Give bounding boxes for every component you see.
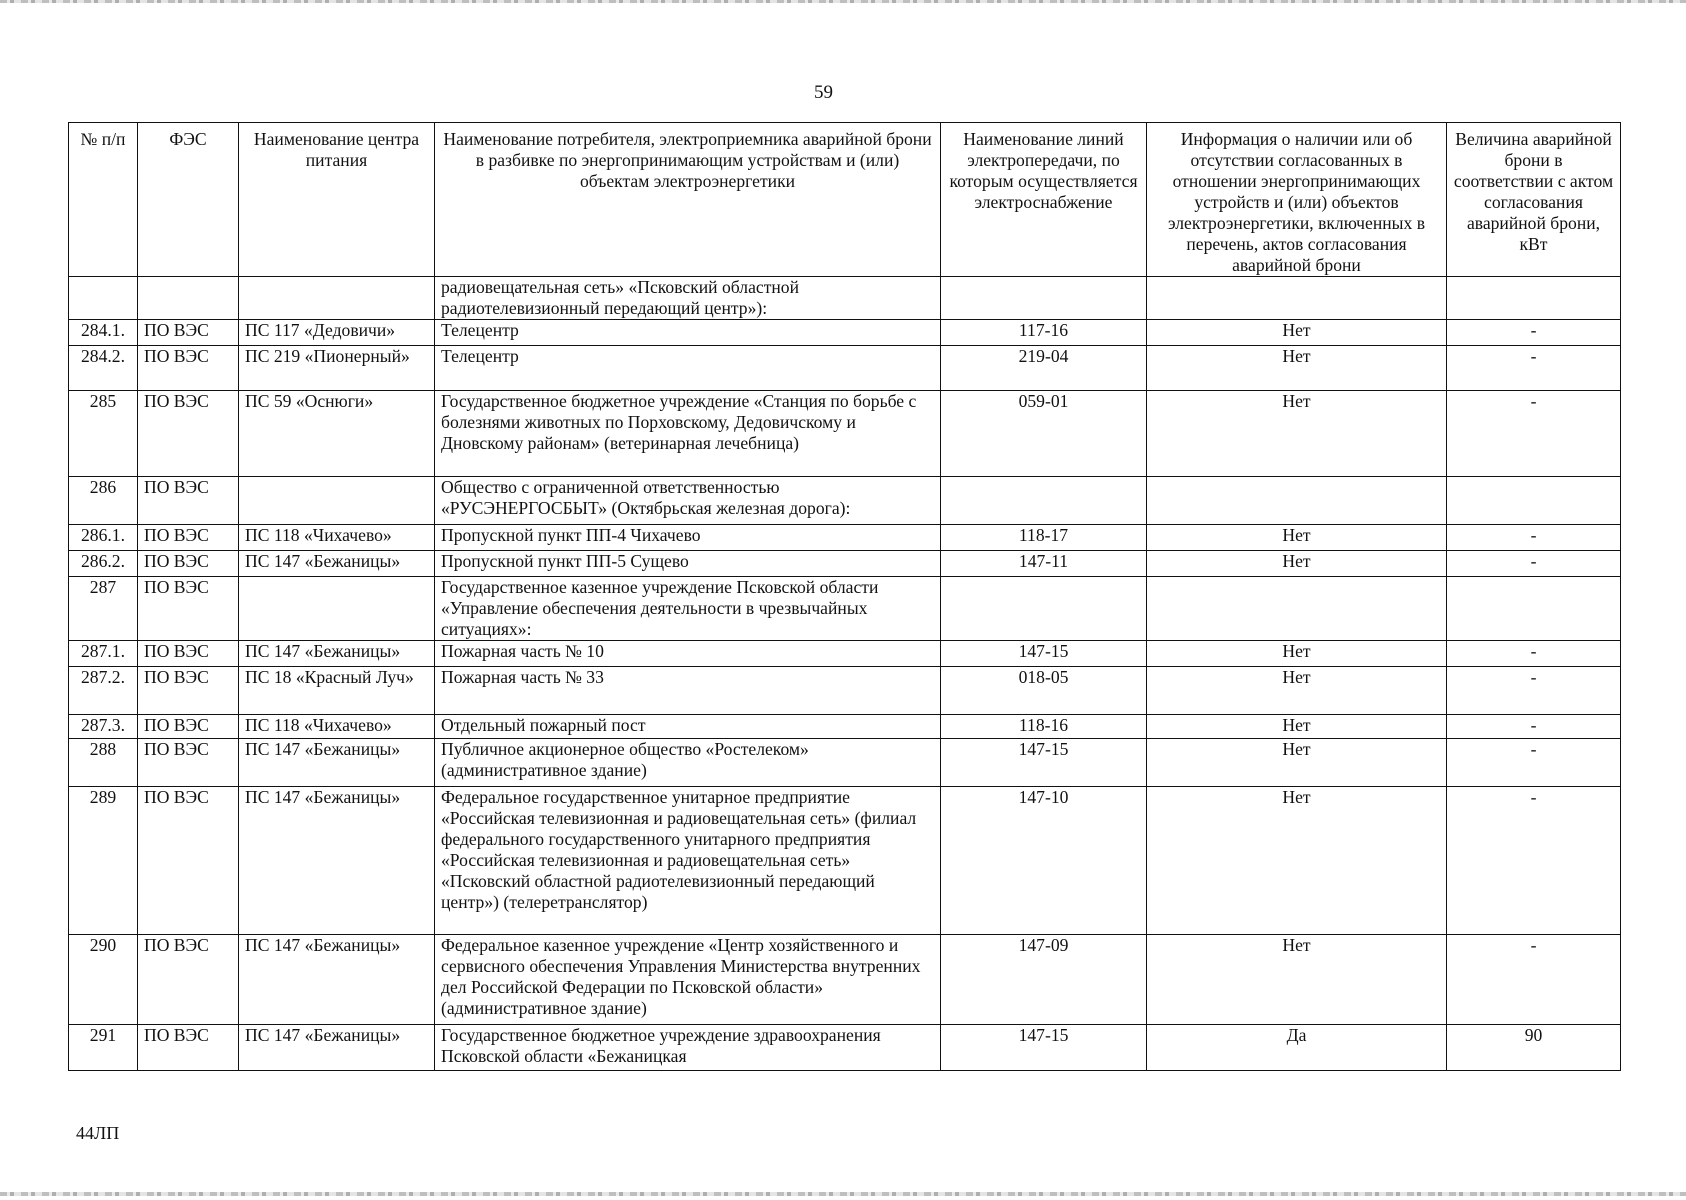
table-row: [69, 715, 1621, 739]
cell-consumer: Пожарная часть № 33: [435, 667, 941, 715]
table-row: [69, 477, 1621, 525]
cell-agreement: Нет: [1147, 715, 1447, 739]
cell-power-center: ПС 147 «Бежаницы»: [239, 1025, 435, 1071]
cell-consumer: Пропускной пункт ПП-4 Чихачево: [435, 525, 941, 551]
cell-fes: ПО ВЭС: [138, 525, 239, 551]
cell-number: 291: [69, 1025, 138, 1071]
cell-consumer: Пожарная часть № 10: [435, 641, 941, 667]
page-number: 59: [814, 82, 833, 103]
cell-number: 286: [69, 477, 138, 525]
cell-consumer: Федеральное государственное унитарное предприятие «Российская телевизионная и радиовещательная сеть» (филиал федерального государственного унитарного предприятия «Российская телевизионная и радиовещательная сеть» «Псковский областной радиотелевизионный передающий центр») (телеретранслятор): [435, 787, 941, 935]
cell-reserve-value: -: [1447, 667, 1621, 715]
cell-power-line: 117-16: [941, 320, 1147, 346]
cell-fes: ПО ВЭС: [138, 641, 239, 667]
cell-power-line: 147-10: [941, 787, 1147, 935]
cell-reserve-value: -: [1447, 739, 1621, 787]
cell-power-line: 118-16: [941, 715, 1147, 739]
cell-consumer: Государственное бюджетное учреждение здравоохранения Псковской области «Бежаницкая: [435, 1025, 941, 1071]
cell-reserve-value: [1447, 577, 1621, 641]
cell-number: 287.1.: [69, 641, 138, 667]
cell-fes: ПО ВЭС: [138, 935, 239, 1025]
cell-power-center: ПС 147 «Бежаницы»: [239, 739, 435, 787]
cell-consumer: Пропускной пункт ПП-5 Сущево: [435, 551, 941, 577]
table-row: [69, 935, 1621, 1025]
cell-fes: ПО ВЭС: [138, 715, 239, 739]
cell-power-line: 219-04: [941, 346, 1147, 391]
cell-power-center: [239, 277, 435, 320]
cell-agreement: [1147, 577, 1447, 641]
cell-number: 286.2.: [69, 551, 138, 577]
cell-fes: ПО ВЭС: [138, 551, 239, 577]
cell-consumer: Публичное акционерное общество «Ростелеком» (административное здание): [435, 739, 941, 787]
cell-power-center: ПС 18 «Красный Луч»: [239, 667, 435, 715]
cell-reserve-value: -: [1447, 935, 1621, 1025]
table-header-row: [69, 123, 1621, 277]
cell-power-center: ПС 147 «Бежаницы»: [239, 641, 435, 667]
cell-agreement: Нет: [1147, 551, 1447, 577]
cell-reserve-value: [1447, 477, 1621, 525]
cell-consumer: Телецентр: [435, 320, 941, 346]
cell-reserve-value: -: [1447, 787, 1621, 935]
cell-consumer: радиовещательная сеть» «Псковский областной радиотелевизионный передающий центр»):: [435, 277, 941, 320]
cell-consumer: Отдельный пожарный пост: [435, 715, 941, 739]
cell-consumer: Общество с ограниченной ответственностью «РУСЭНЕРГОСБЫТ» (Октябрьская железная дорога):: [435, 477, 941, 525]
cell-consumer: Государственное казенное учреждение Псковской области «Управление обеспечения деятельности в чрезвычайных ситуациях»:: [435, 577, 941, 641]
cell-power-line: 147-11: [941, 551, 1147, 577]
cell-number: 287.2.: [69, 667, 138, 715]
cell-power-center: ПС 147 «Бежаницы»: [239, 935, 435, 1025]
cell-agreement: Нет: [1147, 391, 1447, 477]
cell-power-line: 018-05: [941, 667, 1147, 715]
cell-reserve-value: [1447, 277, 1621, 320]
cell-number: 285: [69, 391, 138, 477]
cell-number: 289: [69, 787, 138, 935]
cell-power-center: ПС 117 «Дедовичи»: [239, 320, 435, 346]
header-reserve-value: Величина аварийной брони в соответствии с актом согласования аварийной брони, кВт: [1447, 123, 1621, 277]
cell-reserve-value: -: [1447, 391, 1621, 477]
table-row: [69, 346, 1621, 391]
cell-power-line: 118-17: [941, 525, 1147, 551]
scan-edge-top: [0, 0, 1686, 3]
cell-agreement: Нет: [1147, 320, 1447, 346]
cell-agreement: [1147, 477, 1447, 525]
table-row: [69, 577, 1621, 641]
cell-agreement: Нет: [1147, 739, 1447, 787]
cell-number: 287.3.: [69, 715, 138, 739]
table-row: [69, 551, 1621, 577]
cell-power-line: [941, 477, 1147, 525]
cell-fes: ПО ВЭС: [138, 577, 239, 641]
table-row: [69, 667, 1621, 715]
cell-fes: ПО ВЭС: [138, 346, 239, 391]
cell-power-line: [941, 277, 1147, 320]
table-body: [69, 277, 1621, 1071]
cell-reserve-value: -: [1447, 641, 1621, 667]
cell-agreement: Нет: [1147, 346, 1447, 391]
table-row: [69, 525, 1621, 551]
table-row: [69, 277, 1621, 320]
emergency-reserve-table: [68, 122, 1621, 1071]
cell-power-line: 147-09: [941, 935, 1147, 1025]
cell-power-line: 147-15: [941, 641, 1147, 667]
cell-reserve-value: -: [1447, 320, 1621, 346]
cell-fes: ПО ВЭС: [138, 477, 239, 525]
cell-power-center: ПС 219 «Пионерный»: [239, 346, 435, 391]
cell-number: 290: [69, 935, 138, 1025]
cell-reserve-value: -: [1447, 346, 1621, 391]
cell-number: 287: [69, 577, 138, 641]
cell-reserve-value: 90: [1447, 1025, 1621, 1071]
header-agreement-info: Информация о наличии или об отсутствии согласованных в отношении энергопринимающих устройств и (или) объектов электроэнергетики, включенных в перечень, актов согласования аварийной брони: [1147, 123, 1447, 277]
cell-power-line: 059-01: [941, 391, 1147, 477]
scan-edge-bottom: [0, 1192, 1686, 1196]
cell-reserve-value: -: [1447, 715, 1621, 739]
cell-power-center: [239, 477, 435, 525]
header-power-lines: Наименование линий электропередачи, по которым осуществляется электроснабжение: [941, 123, 1147, 277]
cell-number: [69, 277, 138, 320]
cell-power-center: ПС 118 «Чихачево»: [239, 525, 435, 551]
cell-power-center: ПС 147 «Бежаницы»: [239, 551, 435, 577]
cell-agreement: Нет: [1147, 667, 1447, 715]
cell-fes: ПО ВЭС: [138, 391, 239, 477]
table-row: [69, 641, 1621, 667]
cell-number: 288: [69, 739, 138, 787]
cell-fes: ПО ВЭС: [138, 1025, 239, 1071]
cell-power-center: ПС 147 «Бежаницы»: [239, 787, 435, 935]
cell-fes: [138, 277, 239, 320]
cell-consumer: Федеральное казенное учреждение «Центр хозяйственного и сервисного обеспечения Управления Министерства внутренних дел Российской Федерации по Псковской области» (административное здание): [435, 935, 941, 1025]
header-fes: ФЭС: [138, 123, 239, 277]
cell-agreement: Нет: [1147, 525, 1447, 551]
cell-reserve-value: -: [1447, 551, 1621, 577]
cell-number: 284.1.: [69, 320, 138, 346]
header-consumer: Наименование потребителя, электроприемника аварийной брони в разбивке по энергопринимающим устройствам и (или) объектам электроэнергетики: [435, 123, 941, 277]
cell-power-line: 147-15: [941, 739, 1147, 787]
cell-power-line: 147-15: [941, 1025, 1147, 1071]
cell-fes: ПО ВЭС: [138, 739, 239, 787]
cell-agreement: [1147, 277, 1447, 320]
table-row: [69, 739, 1621, 787]
cell-power-line: [941, 577, 1147, 641]
cell-number: 284.2.: [69, 346, 138, 391]
cell-consumer: Телецентр: [435, 346, 941, 391]
cell-reserve-value: -: [1447, 525, 1621, 551]
cell-fes: ПО ВЭС: [138, 667, 239, 715]
table-row: [69, 391, 1621, 477]
cell-power-center: ПС 59 «Оснюги»: [239, 391, 435, 477]
cell-agreement: Нет: [1147, 641, 1447, 667]
document-code: 44ЛП: [76, 1123, 120, 1143]
cell-fes: ПО ВЭС: [138, 787, 239, 935]
header-power-center: Наименование центра питания: [239, 123, 435, 277]
table-row: [69, 1025, 1621, 1071]
header-number: № п/п: [69, 123, 138, 277]
table-row: [69, 787, 1621, 935]
cell-agreement: Нет: [1147, 787, 1447, 935]
cell-power-center: ПС 118 «Чихачево»: [239, 715, 435, 739]
cell-power-center: [239, 577, 435, 641]
cell-agreement: Нет: [1147, 935, 1447, 1025]
cell-number: 286.1.: [69, 525, 138, 551]
cell-fes: ПО ВЭС: [138, 320, 239, 346]
cell-agreement: Да: [1147, 1025, 1447, 1071]
cell-consumer: Государственное бюджетное учреждение «Станция по борьбе с болезнями животных по Порховскому, Дедовичскому и Дновскому районам» (ветеринарная лечебница): [435, 391, 941, 477]
table-row: [69, 320, 1621, 346]
